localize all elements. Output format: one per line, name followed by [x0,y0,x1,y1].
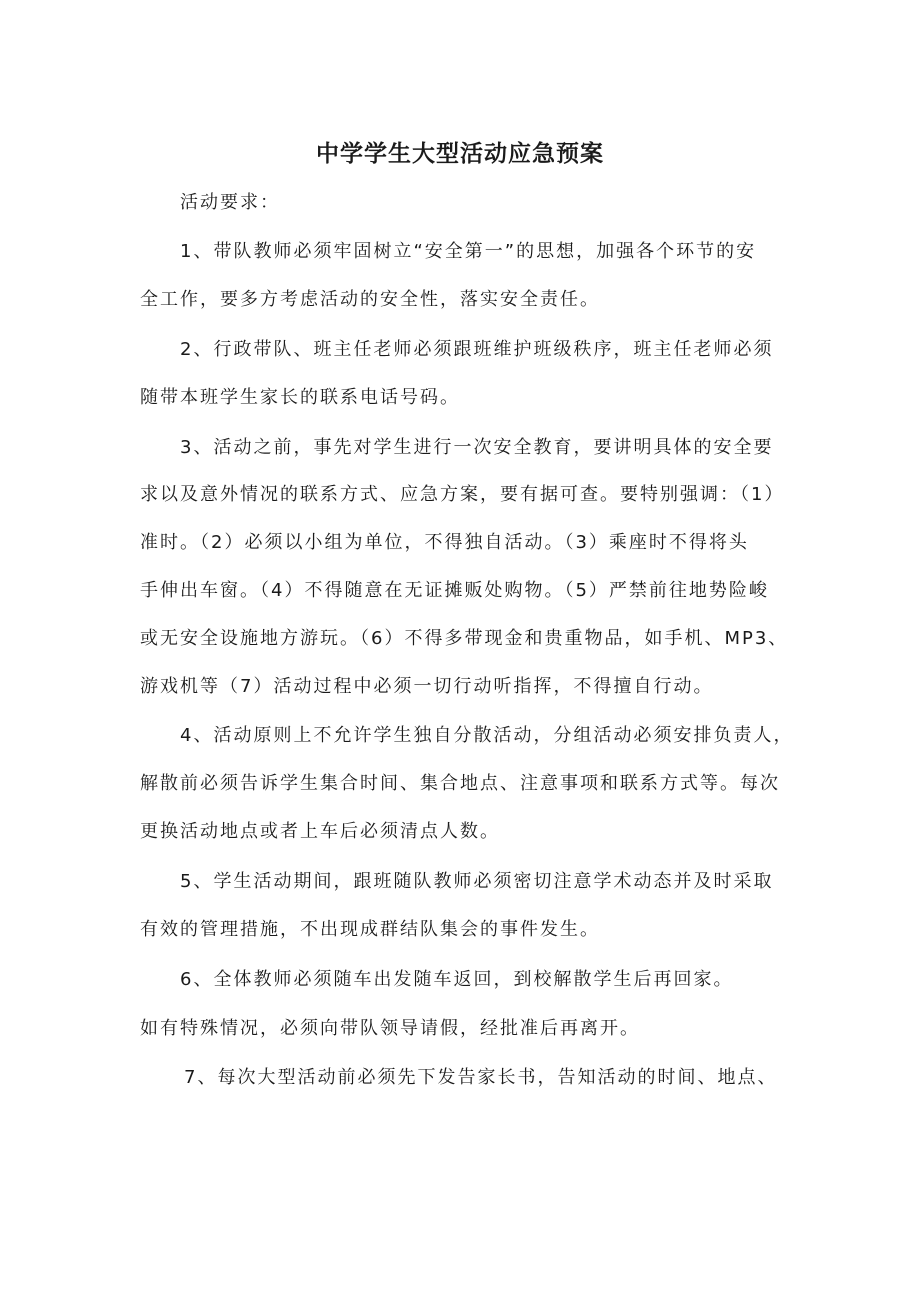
paragraph-1-line-2: 全工作，要多方考虑活动的安全性，落实安全责任。 [140,289,600,310]
paragraph-5-line-2: 有效的管理措施，不出现成群结队集会的事件发生。 [140,919,600,940]
paragraph-3-line-4: 手伸出车窗。（4）不得随意在无证摊贩处购物。（5）严禁前往地势险峻 [140,580,769,601]
paragraph-2-line-1: 2、行政带队、班主任老师必须跟班维护班级秩序，班主任老师必须 [180,339,774,360]
paragraph-4-line-1: 4、活动原则上不允许学生独自分散活动，分组活动必须安排负责人， [180,725,794,746]
paragraph-3-line-6: 游戏机等（7）活动过程中必须一切行动听指挥，不得擅自行动。 [140,676,714,697]
activity-requirements-heading: 活动要求： [180,192,280,213]
paragraph-6-line-1: 6、全体教师必须随车出发随车返回，到校解散学生后再回家。 [180,969,734,990]
paragraph-4-line-2: 解散前必须告诉学生集合时间、集合地点、注意事项和联系方式等。每次 [140,773,780,794]
paragraph-5-line-1: 5、学生活动期间，跟班随队教师必须密切注意学术动态并及时采取 [180,871,774,892]
paragraph-1-line-1: 1、带队教师必须牢固树立“安全第一”的思想，加强各个环节的安 [180,241,757,262]
paragraph-3-line-3: 准时。（2）必须以小组为单位，不得独自活动。（3）乘座时不得将头 [140,532,749,553]
paragraph-4-line-3: 更换活动地点或者上车后必须清点人数。 [140,821,500,842]
paragraph-3-line-5: 或无安全设施地方游玩。（6）不得多带现金和贵重物品，如手机、MP3、 [140,628,789,649]
document-title: 中学学生大型活动应急预案 [316,141,604,167]
paragraph-6-line-2: 如有特殊情况，必须向带队领导请假，经批准后再离开。 [140,1018,640,1039]
paragraph-3-line-1: 3、活动之前，事先对学生进行一次安全教育，要讲明具体的安全要 [180,437,774,458]
paragraph-2-line-2: 随带本班学生家长的联系电话号码。 [140,387,460,408]
paragraph-3-line-2: 求以及意外情况的联系方式、应急方案，要有据可查。要特别强调：（1） [140,484,785,505]
paragraph-7-line-1: 7、每次大型活动前必须先下发告家长书，告知活动的时间、地点、 [184,1067,778,1088]
